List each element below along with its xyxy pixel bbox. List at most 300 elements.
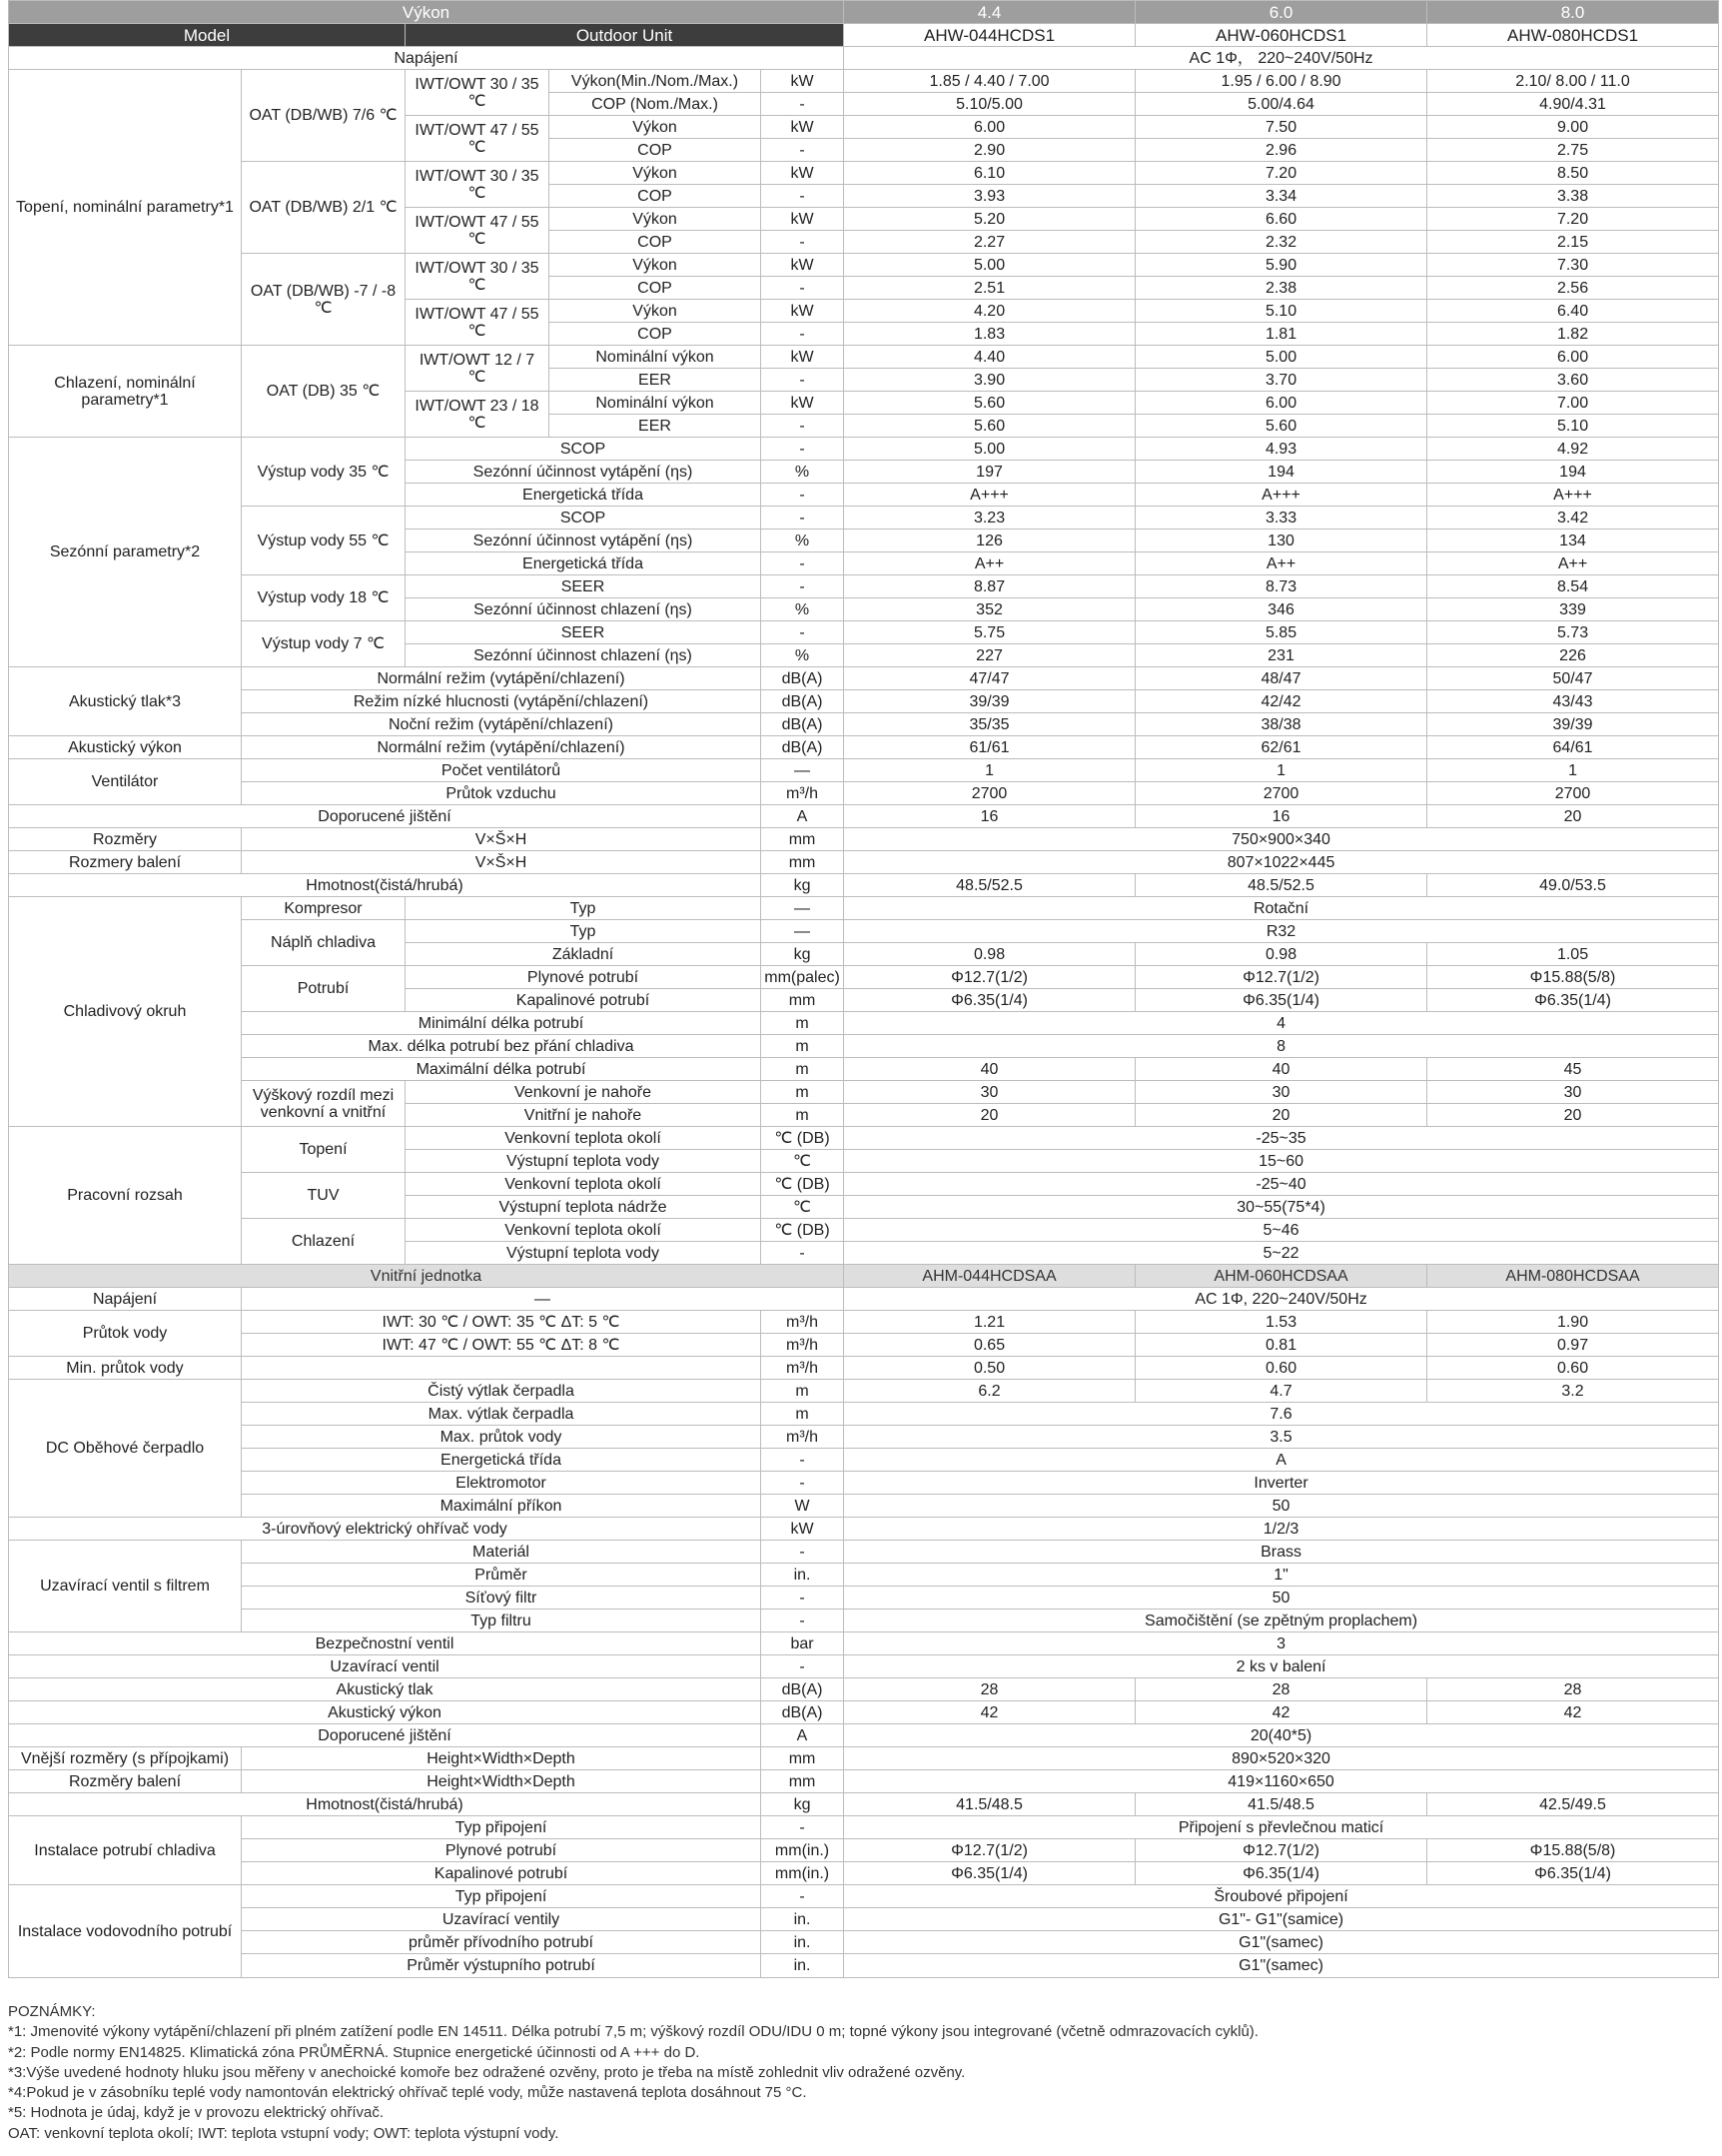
table-cell: Hmotnost(čistá/hrubá) (9, 1793, 761, 1816)
table-cell: Topení, nominální parametry*1 (9, 70, 242, 346)
table-cell: Φ12.7(1/2) (844, 1839, 1136, 1862)
table-cell: 2.90 (844, 139, 1136, 162)
table-cell: Φ6.35(1/4) (844, 989, 1136, 1012)
table-cell: Počet ventilátorů (242, 759, 761, 782)
table-cell: dB(A) (761, 690, 844, 713)
table-cell: 7.6 (844, 1403, 1719, 1426)
table-row (9, 438, 1719, 461)
table-row (9, 1954, 1719, 1978)
table-cell: Průtok vody (9, 1311, 242, 1357)
table-cell: COP (549, 139, 761, 162)
table-cell: 20 (1427, 1104, 1719, 1127)
table-cell: - (761, 1242, 844, 1265)
table-cell: 352 (844, 598, 1136, 621)
table-cell: 2.32 (1136, 231, 1427, 254)
table-cell: - (761, 93, 844, 116)
table-cell: - (761, 185, 844, 208)
table-row (9, 851, 1719, 874)
table-row (9, 1747, 1719, 1770)
table-row (9, 1058, 1719, 1081)
table-cell: Hmotnost(čistá/hrubá) (9, 874, 761, 897)
table-cell: Průtok vzduchu (242, 782, 761, 805)
table-cell: 49.0/53.5 (1427, 874, 1719, 897)
table-cell: bar (761, 1632, 844, 1655)
table-row (9, 759, 1719, 782)
table-cell: kg (761, 1793, 844, 1816)
table-cell: - (761, 1885, 844, 1908)
table-row (9, 1632, 1719, 1655)
table-cell: 2.38 (1136, 277, 1427, 300)
table-cell: 47/47 (844, 667, 1136, 690)
table-row (9, 920, 1719, 943)
table-cell: Vnitřní jednotka (9, 1265, 844, 1288)
table-cell: - (761, 1472, 844, 1495)
table-cell: 2700 (1136, 782, 1427, 805)
table-cell: W (761, 1495, 844, 1518)
table-cell: Typ (406, 920, 761, 943)
table-cell: 16 (1136, 805, 1427, 828)
table-cell: 1 (1427, 759, 1719, 782)
table-cell: COP (549, 323, 761, 346)
table-cell: - (761, 552, 844, 575)
table-row (9, 1701, 1719, 1724)
table-row (9, 1793, 1719, 1816)
table-cell: Normální režim (vytápění/chlazení) (242, 667, 761, 690)
table-cell: m (761, 1081, 844, 1104)
table-cell: DC Oběhové čerpadlo (9, 1380, 242, 1518)
table-cell: - (761, 415, 844, 438)
capacity-2: 6.0 (1136, 1, 1427, 24)
table-cell: Elektromotor (242, 1472, 761, 1495)
table-cell: 30~55(75*4) (844, 1196, 1719, 1219)
table-cell: 1.83 (844, 323, 1136, 346)
table-cell: 61/61 (844, 736, 1136, 759)
table-cell: 2700 (844, 782, 1136, 805)
table-cell: Doporucené jištění (9, 1724, 761, 1747)
table-cell: SEER (406, 575, 761, 598)
table-cell: Rozměry balení (9, 1770, 242, 1793)
table-cell: IWT/OWT 47 / 55 ℃ (406, 116, 549, 162)
table-cell: průměr přívodního potrubí (242, 1931, 761, 1954)
table-cell: Výstupní teplota vody (406, 1242, 761, 1265)
table-cell: m³/h (761, 1426, 844, 1449)
table-cell: 1/2/3 (844, 1518, 1719, 1541)
model-1: AHW-044HCDS1 (844, 24, 1136, 47)
table-cell: Akustický výkon (9, 1701, 761, 1724)
table-cell: Venkovní teplota okolí (406, 1173, 761, 1196)
table-cell: 134 (1427, 530, 1719, 552)
table-cell: kW (761, 208, 844, 231)
table-row (9, 1931, 1719, 1954)
table-cell: Rozmery balení (9, 851, 242, 874)
table-cell: AC 1Φ， 220~240V/50Hz (844, 47, 1719, 70)
table-cell: Height×Width×Depth (242, 1770, 761, 1793)
table-cell: dB(A) (761, 713, 844, 736)
table-cell: 30 (1136, 1081, 1427, 1104)
table-cell: kW (761, 346, 844, 369)
table-cell: Nominální výkon (549, 346, 761, 369)
table-cell: Maximální délka potrubí (242, 1058, 761, 1081)
table-cell: 2.51 (844, 277, 1136, 300)
table-cell: mm(in.) (761, 1862, 844, 1885)
table-cell: mm (761, 828, 844, 851)
table-cell: Výškový rozdíl mezi venkovní a vnitřní (242, 1081, 406, 1127)
table-row (9, 1839, 1719, 1862)
table-cell: ℃ (DB) (761, 1173, 844, 1196)
table-cell: Sezónní účinnost chlazení (ηs) (406, 598, 761, 621)
table-cell: ℃ (DB) (761, 1219, 844, 1242)
table-row (9, 1403, 1719, 1426)
table-cell: Plynové potrubí (242, 1839, 761, 1862)
table-cell: Materiál (242, 1541, 761, 1564)
table-cell: 20 (1427, 805, 1719, 828)
table-cell: 4.40 (844, 346, 1136, 369)
table-cell: Energetická třída (406, 484, 761, 507)
table-cell: - (761, 575, 844, 598)
table-cell: Výkon (549, 254, 761, 277)
table-cell: 30 (1427, 1081, 1719, 1104)
table-cell: 8 (844, 1035, 1719, 1058)
table-cell: Φ6.35(1/4) (1136, 1862, 1427, 1885)
table-cell: V×Š×H (242, 851, 761, 874)
table-cell: kW (761, 254, 844, 277)
table-cell: Akustický tlak*3 (9, 667, 242, 736)
table-cell: Minimální délka potrubí (242, 1012, 761, 1035)
table-row (9, 1472, 1719, 1495)
table-cell: 1.21 (844, 1311, 1136, 1334)
table-cell: Φ6.35(1/4) (844, 1862, 1136, 1885)
table-cell: Typ připojení (242, 1885, 761, 1908)
table-cell: 9.00 (1427, 116, 1719, 139)
table-cell: dB(A) (761, 1678, 844, 1701)
table-cell: G1"(samec) (844, 1931, 1719, 1954)
table-row (9, 874, 1719, 897)
table-cell: SCOP (406, 507, 761, 530)
table-cell: Kapalinové potrubí (242, 1862, 761, 1885)
table-cell: 339 (1427, 598, 1719, 621)
table-cell: IWT: 30 ℃ / OWT: 35 ℃ ΔT: 5 ℃ (242, 1311, 761, 1334)
table-cell: Chlazení (242, 1219, 406, 1265)
table-cell: kW (761, 70, 844, 93)
table-cell: Uzavírací ventil s filtrem (9, 1541, 242, 1632)
table-cell: 6.00 (1136, 392, 1427, 415)
table-cell: Výkon (549, 300, 761, 323)
table-cell: mm (761, 989, 844, 1012)
table-cell: — (761, 897, 844, 920)
table-cell: 45 (1427, 1058, 1719, 1081)
table-cell: 231 (1136, 644, 1427, 667)
table-cell: 5~22 (844, 1242, 1719, 1265)
table-cell: - (761, 507, 844, 530)
table-cell: 2.96 (1136, 139, 1427, 162)
table-cell: m³/h (761, 1334, 844, 1357)
table-cell: 48.5/52.5 (844, 874, 1136, 897)
table-cell: Režim nízké hlucnosti (vytápění/chlazení) (242, 690, 761, 713)
table-row (9, 1862, 1719, 1885)
notes-title: POZNÁMKY: (8, 2003, 96, 2020)
table-cell: 5.60 (1136, 415, 1427, 438)
model-label: Model (9, 24, 406, 47)
table-row (9, 690, 1719, 713)
table-cell: 3-úrovňový elektrický ohřívač vody (9, 1518, 761, 1541)
table-cell: Výkon (549, 116, 761, 139)
table-cell: 40 (1136, 1058, 1427, 1081)
table-cell: Kompresor (242, 897, 406, 920)
table-cell: Čistý výtlak čerpadla (242, 1380, 761, 1403)
table-cell: Průměr (242, 1564, 761, 1587)
table-cell: Max. výtlak čerpadla (242, 1403, 761, 1426)
table-cell: -25~40 (844, 1173, 1719, 1196)
table-cell: Nominální výkon (549, 392, 761, 415)
table-cell: Noční režim (vytápění/chlazení) (242, 713, 761, 736)
table-cell: 7.20 (1427, 208, 1719, 231)
table-row (9, 162, 1719, 185)
table-row (9, 1288, 1719, 1311)
table-row (9, 1885, 1719, 1908)
table-row (9, 47, 1719, 70)
table-cell: % (761, 598, 844, 621)
table-cell: 0.97 (1427, 1334, 1719, 1357)
table-cell: % (761, 530, 844, 552)
table-cell: TUV (242, 1173, 406, 1219)
table-cell: IWT/OWT 23 / 18 ℃ (406, 392, 549, 438)
table-cell: Φ6.35(1/4) (1427, 989, 1719, 1012)
table-cell: 3.93 (844, 185, 1136, 208)
table-cell: A++ (844, 552, 1136, 575)
table-cell: 1 (1136, 759, 1427, 782)
table-cell: 50 (844, 1495, 1719, 1518)
table-cell: Normální režim (vytápění/chlazení) (242, 736, 761, 759)
table-cell: m (761, 1380, 844, 1403)
table-cell: - (761, 323, 844, 346)
table-cell: 1.85 / 4.40 / 7.00 (844, 70, 1136, 93)
table-cell: 5.75 (844, 621, 1136, 644)
table-cell: 39/39 (844, 690, 1136, 713)
table-cell: 4 (844, 1012, 1719, 1035)
table-cell: - (761, 1541, 844, 1564)
table-row (9, 897, 1719, 920)
table-cell: AHM-080HCDSAA (1427, 1265, 1719, 1288)
table-cell: COP (Nom./Max.) (549, 93, 761, 116)
table-cell: 8.73 (1136, 575, 1427, 598)
table-row (9, 1173, 1719, 1196)
table-cell: 48.5/52.5 (1136, 874, 1427, 897)
table-cell: Napájení (9, 1288, 242, 1311)
table-cell: 20(40*5) (844, 1724, 1719, 1747)
table-cell: m (761, 1403, 844, 1426)
table-cell: 2.10/ 8.00 / 11.0 (1427, 70, 1719, 93)
table-cell: m (761, 1012, 844, 1035)
table-cell: kW (761, 162, 844, 185)
table-cell: Topení (242, 1127, 406, 1173)
table-cell: ℃ (761, 1150, 844, 1173)
table-row (9, 1724, 1719, 1747)
table-cell: 6.00 (844, 116, 1136, 139)
table-row (9, 782, 1719, 805)
table-cell: 5.10/5.00 (844, 93, 1136, 116)
table-row (9, 1610, 1719, 1632)
table-cell: 3.38 (1427, 185, 1719, 208)
table-cell: Max. délka potrubí bez přání chladiva (242, 1035, 761, 1058)
table-cell: AC 1Φ, 220~240V/50Hz (844, 1288, 1719, 1311)
footnotes (8, 2002, 1706, 2144)
table-cell: 28 (1136, 1678, 1427, 1701)
table-cell: Instalace potrubí chladiva (9, 1816, 242, 1885)
table-cell: A+++ (1427, 484, 1719, 507)
table-cell: 15~60 (844, 1150, 1719, 1173)
table-cell: Vnitřní je nahoře (406, 1104, 761, 1127)
section-header-row (9, 1265, 1719, 1288)
table-cell: Síťový filtr (242, 1587, 761, 1610)
table-cell: Sezónní účinnost vytápění (ηs) (406, 461, 761, 484)
table-cell: 48/47 (1136, 667, 1427, 690)
table-cell: - (761, 1610, 844, 1632)
table-cell: Rozměry (9, 828, 242, 851)
table-cell: Výstup vody 35 ℃ (242, 438, 406, 507)
table-cell: 3.33 (1136, 507, 1427, 530)
table-cell: 40 (844, 1058, 1136, 1081)
table-cell: Doporucené jištění (9, 805, 761, 828)
table-cell: 5.10 (1427, 415, 1719, 438)
table-row (9, 1564, 1719, 1587)
table-cell: COP (549, 185, 761, 208)
table-cell: in. (761, 1564, 844, 1587)
table-cell: - (761, 1449, 844, 1472)
table-cell: G1"(samec) (844, 1954, 1719, 1978)
table-cell: A+++ (1136, 484, 1427, 507)
table-cell: COP (549, 277, 761, 300)
table-cell: Venkovní je nahoře (406, 1081, 761, 1104)
table-cell: Φ15.88(5/8) (1427, 1839, 1719, 1862)
table-cell: 6.00 (1427, 346, 1719, 369)
table-cell: 4.92 (1427, 438, 1719, 461)
table-cell: 6.40 (1427, 300, 1719, 323)
table-cell: kW (761, 1518, 844, 1541)
table-cell: 226 (1427, 644, 1719, 667)
table-cell: IWT/OWT 47 / 55 ℃ (406, 300, 549, 346)
table-cell: 5.60 (844, 392, 1136, 415)
table-cell: OAT (DB) 35 ℃ (242, 346, 406, 438)
table-cell: 419×1160×650 (844, 1770, 1719, 1793)
table-cell: Sezónní parametry*2 (9, 438, 242, 667)
table-cell: 5~46 (844, 1219, 1719, 1242)
table-cell: 3.34 (1136, 185, 1427, 208)
table-cell: 0.81 (1136, 1334, 1427, 1357)
table-cell: — (242, 1288, 844, 1311)
table-cell: 5.90 (1136, 254, 1427, 277)
table-cell: 8.87 (844, 575, 1136, 598)
model-3: AHW-080HCDS1 (1427, 24, 1719, 47)
table-cell: 30 (844, 1081, 1136, 1104)
table-cell: Chladivový okruh (9, 897, 242, 1127)
table-row (9, 1219, 1719, 1242)
table-cell: Typ filtru (242, 1610, 761, 1632)
table-cell: 4.90/4.31 (1427, 93, 1719, 116)
table-row (9, 621, 1719, 644)
table-cell: 807×1022×445 (844, 851, 1719, 874)
table-cell: 2 ks v balení (844, 1655, 1719, 1678)
table-cell: 5.10 (1136, 300, 1427, 323)
table-cell: OAT (DB/WB) -7 / -8 ℃ (242, 254, 406, 346)
table-cell: 5.60 (844, 415, 1136, 438)
note-line: *3:Výše uvedené hodnoty hluku jsou měřeny v anechoické komoře bez odražené ozvěny, proto je třeba na místě zohlednit vliv odražené ozvěny. (8, 2063, 966, 2081)
table-cell: 38/38 (1136, 713, 1427, 736)
table-row (9, 736, 1719, 759)
capacity-1: 4.4 (844, 1, 1136, 24)
table-cell: - (761, 484, 844, 507)
table-cell: Φ12.7(1/2) (844, 966, 1136, 989)
table-cell: 8.54 (1427, 575, 1719, 598)
table-cell: m³/h (761, 1311, 844, 1334)
table-cell: Φ6.35(1/4) (1136, 989, 1427, 1012)
table-cell: m (761, 1104, 844, 1127)
table-cell: Pracovní rozsah (9, 1127, 242, 1265)
table-cell: 50/47 (1427, 667, 1719, 690)
table-row (9, 828, 1719, 851)
table-cell: IWT/OWT 47 / 55 ℃ (406, 208, 549, 254)
table-cell: Výstup vody 18 ℃ (242, 575, 406, 621)
table-cell: Sezónní účinnost chlazení (ηs) (406, 644, 761, 667)
table-cell: 0.50 (844, 1357, 1136, 1380)
table-cell: - (761, 621, 844, 644)
table-cell: Výkon (549, 162, 761, 185)
table-cell: Venkovní teplota okolí (406, 1219, 761, 1242)
table-row (9, 1357, 1719, 1380)
table-cell: Height×Width×Depth (242, 1747, 761, 1770)
table-row (9, 1908, 1719, 1931)
table-cell: - (761, 1816, 844, 1839)
table-cell: 3.23 (844, 507, 1136, 530)
table-row (9, 1518, 1719, 1541)
table-cell: A+++ (844, 484, 1136, 507)
table-cell: 194 (1427, 461, 1719, 484)
table-cell: Typ (406, 897, 761, 920)
table-cell: OAT (DB/WB) 2/1 ℃ (242, 162, 406, 254)
table-cell: 16 (844, 805, 1136, 828)
table-cell: Φ15.88(5/8) (1427, 966, 1719, 989)
note-line: *5: Hodnota je údaj, když je v provozu elektrický ohřívač. (8, 2104, 385, 2122)
table-cell: 1.05 (1427, 943, 1719, 966)
table-cell: Napájení (9, 47, 844, 70)
table-cell: Φ6.35(1/4) (1427, 1862, 1719, 1885)
table-cell: in. (761, 1931, 844, 1954)
table-cell: mm(in.) (761, 1839, 844, 1862)
table-cell: 3.2 (1427, 1380, 1719, 1403)
table-cell: 194 (1136, 461, 1427, 484)
table-cell: Náplň chladiva (242, 920, 406, 966)
table-cell: % (761, 461, 844, 484)
table-cell: 4.7 (1136, 1380, 1427, 1403)
table-cell: 42 (1427, 1701, 1719, 1724)
spec-table (8, 0, 1719, 1978)
table-cell: Ventilátor (9, 759, 242, 805)
table-row (9, 1770, 1719, 1793)
table-cell: kg (761, 874, 844, 897)
table-cell: 6.10 (844, 162, 1136, 185)
table-cell: Průměr výstupního potrubí (242, 1954, 761, 1978)
table-cell: Φ12.7(1/2) (1136, 1839, 1427, 1862)
table-cell: 1.82 (1427, 323, 1719, 346)
table-cell: 5.85 (1136, 621, 1427, 644)
table-cell: 5.73 (1427, 621, 1719, 644)
table-cell: Základní (406, 943, 761, 966)
table-cell: m (761, 1035, 844, 1058)
table-cell: Plynové potrubí (406, 966, 761, 989)
table-cell: 0.98 (844, 943, 1136, 966)
table-cell: 5.00/4.64 (1136, 93, 1427, 116)
table-cell: AHM-060HCDSAA (1136, 1265, 1427, 1288)
table-cell: Kapalinové potrubí (406, 989, 761, 1012)
